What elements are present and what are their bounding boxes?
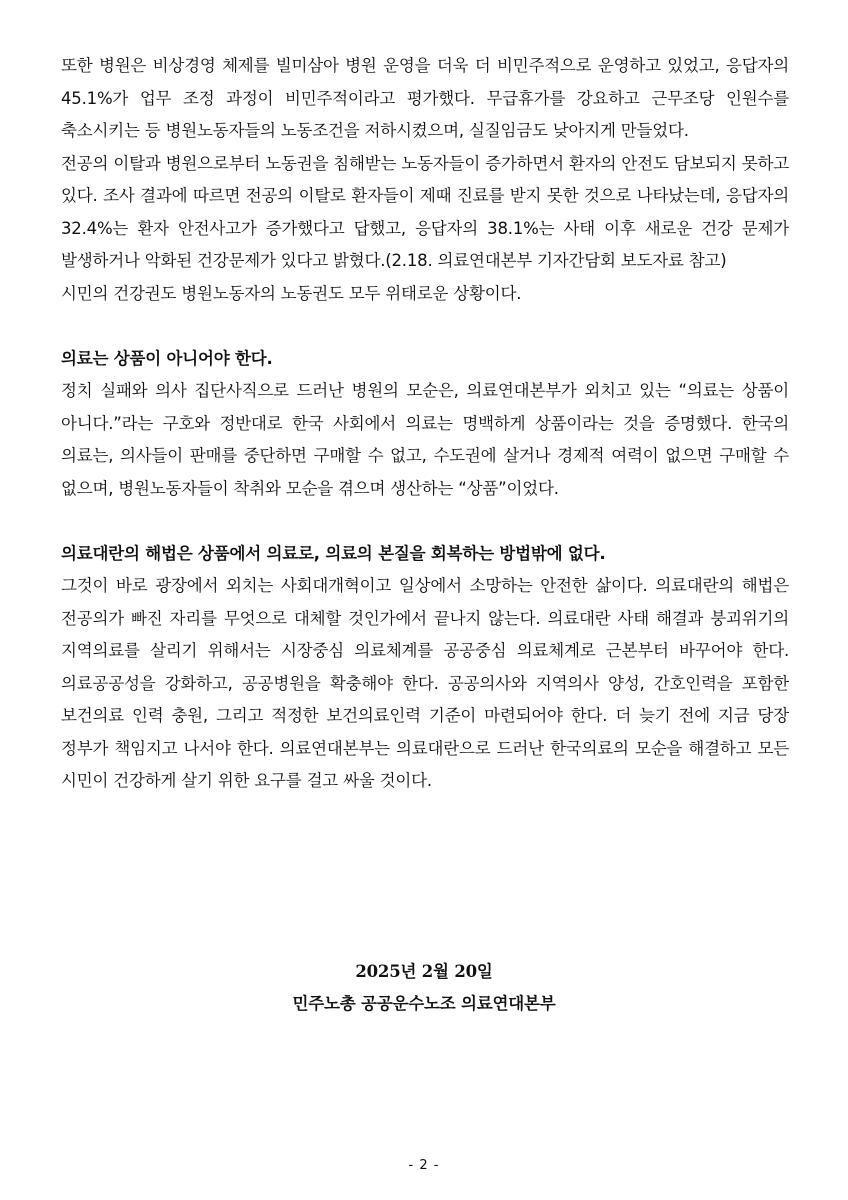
paragraph-medical-commodity: 정치 실패와 의사 집단사직으로 드러난 병원의 모순은, 의료연대본부가 외치고 있는 “의료는 상품이 아니다.”라는 구호와 정반대로 한국 사회에서 의료는 명백하게 상품이라는 것을 증명했다. 한국의 의료는, 의사들이 판매를 중단하면 구매할 수 없고, 수도권에 살거나 경제적 여력이 없으면 구매할 수 없으며, 병원노동자들이 착취와 모순을 겪으며 생산하는 “상품”이었다. (61, 381, 789, 498)
paragraph-spacer (61, 505, 789, 538)
section-heading-solution: 의료대란의 해법은 상품에서 의료로, 의료의 본질을 회복하는 방법밖에 없다. (61, 543, 606, 563)
section-heading-not-commodity: 의료는 상품이 아니어야 한다. (61, 348, 273, 368)
document-body (61, 50, 789, 798)
issuing-organization: 민주노총 공공운수노조 의료연대본부 (292, 994, 556, 1013)
paragraph-situation-summary: 시민의 건강권도 병원노동자의 노동권도 모두 위태로운 상황이다. (61, 283, 522, 303)
page-number: - 2 - (408, 1158, 440, 1173)
statement-date: 2025년 2월 20일 (355, 962, 493, 981)
paragraph-patient-safety: 전공의 이탈과 병원으로부터 노동권을 침해받는 노동자들이 증가하면서 환자의 안전도 담보되지 못하고 있다. 조사 결과에 따르면 전공의 이탈로 환자들이 제때 진료를 받지 못한 것으로 나타났는데, 응답자의 32.4%는 환자 안전사고가 증가했다고 답했고, 응답자의 38.1%는 사태 이후 새로운 건강 문제가 발생하거나 악화된 건강문제가 있다고 밝혔다.(2.18. 의료연대본부 기자간담회 보도자료 참고) (61, 153, 789, 270)
paragraph-spacer (61, 310, 789, 343)
closing-block (0, 956, 848, 1020)
paragraph-hospital-management: 또한 병원은 비상경영 체제를 빌미삼아 병원 운영을 더욱 더 비민주적으로 운영하고 있었고, 응답자의 45.1%가 업무 조정 과정이 비민주적이라고 평가했다. 무급휴가를 강요하고 근무조당 인원수를 축소시키는 등 병원노동자들의 노동조건을 저하시켰으며, 실질임금도 낮아지게 만들었다. (61, 56, 789, 140)
paragraph-solution: 그것이 바로 광장에서 외치는 사회대개혁이고 일상에서 소망하는 안전한 삶이다. 의료대란의 해법은 전공의가 빠진 자리를 무엇으로 대체할 것인가에서 끝나지 않는다. 의료대란 사태 해결과 붕괴위기의 지역의료를 살리기 위해서는 시장중심 의료체계를 공공중심 의료체계로 근본부터 바꾸어야 한다. 의료공공성을 강화하고, 공공병원을 확충해야 한다. 공공의사와 지역의사 양성, 간호인력을 포함한 보건의료 인력 충원, 그리고 적정한 보건의료인력 기준이 마련되어야 한다. 더 늦기 전에 지금 당장 정부가 책임지고 나서야 한다. 의료연대본부는 의료대란으로 드러난 한국의료의 모순을 해결하고 모든 시민이 건강하게 살기 위한 요구를 걸고 싸울 것이다. (61, 576, 789, 790)
